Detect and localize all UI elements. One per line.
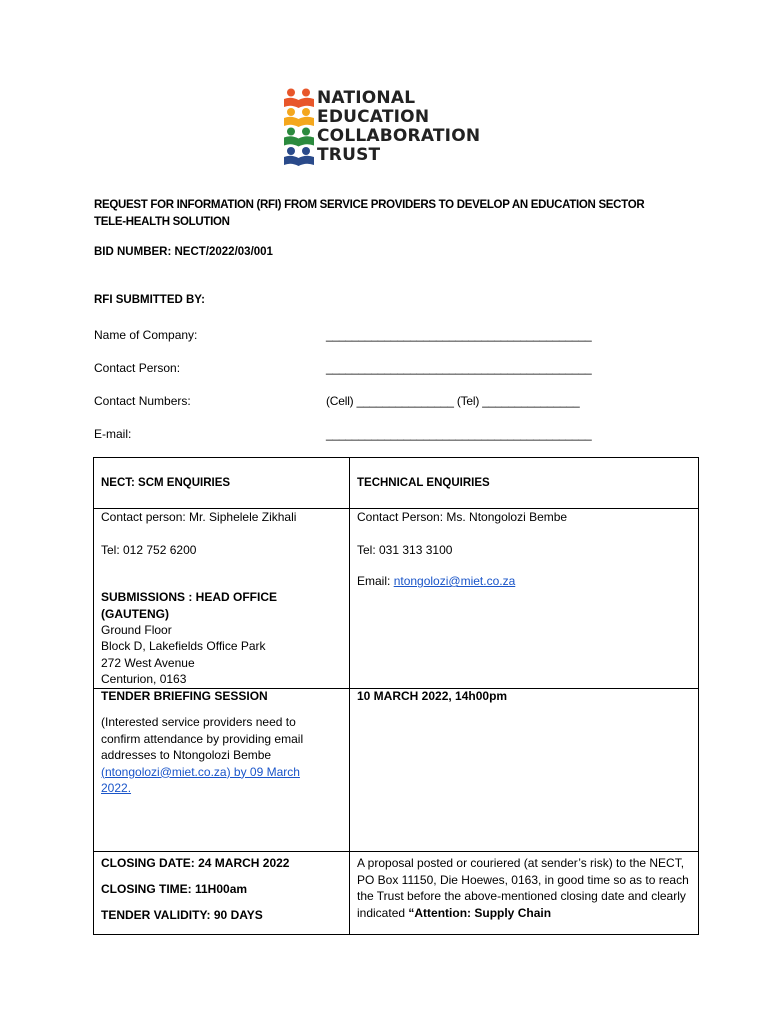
logo-wordmark xyxy=(317,89,480,165)
tech-telephone: Tel: 031 313 3100 xyxy=(357,543,453,557)
logo-line: COLLABORATION xyxy=(317,126,481,146)
rfi-submitted-by-heading: RFI SUBMITTED BY: xyxy=(94,294,205,306)
briefing-note xyxy=(101,714,331,797)
company-name-blank: _________________________________________ xyxy=(326,328,592,342)
contact-numbers-blank: (Cell) _______________ (Tel) _______________ xyxy=(326,394,580,408)
tender-validity: TENDER VALIDITY: 90 DAYS xyxy=(101,908,263,922)
scm-enquiries-header: NECT: SCM ENQUIRIES xyxy=(101,477,231,489)
enquiries-table xyxy=(93,457,699,935)
document-title: REQUEST FOR INFORMATION (RFI) FROM SERVICE PROVIDERS TO DEVELOP AN EDUCATION SECTOR TELE-HEALTH SOLUTION xyxy=(94,199,645,228)
tech-email-label: Email: xyxy=(357,574,394,588)
company-name-label: Name of Company: xyxy=(94,328,198,342)
technical-enquiries-header: TECHNICAL ENQUIRIES xyxy=(357,477,490,489)
briefing-session-heading: TENDER BRIEFING SESSION xyxy=(101,689,268,703)
table-divider xyxy=(349,458,350,934)
submissions-heading: SUBMISSIONS : HEAD OFFICE (GAUTENG) xyxy=(101,590,278,621)
logo-line: NATIONAL xyxy=(317,88,416,108)
closing-date: CLOSING DATE: 24 MARCH 2022 xyxy=(101,856,290,870)
proposal-attention: “Attention: Supply Chain xyxy=(408,905,552,920)
proposal-instructions xyxy=(357,855,691,929)
contact-person-label: Contact Person: xyxy=(94,361,181,375)
closing-time: CLOSING TIME: 11H00am xyxy=(101,882,248,896)
tech-email-link[interactable]: ntongolozi@miet.co.za xyxy=(393,574,516,588)
scm-contact-person: Contact person: Mr. Siphelele Zikhali xyxy=(101,510,297,524)
address-line: Centurion, 0163 xyxy=(101,672,187,686)
briefing-session-date: 10 MARCH 2022, 14h00pm xyxy=(357,689,508,703)
proposal-text: A proposal posted or couriered (at sender’s risk) to the NECT, PO Box 11150, Die Hoewes, 0163, in good time so as to reach the Trust before the above-mentioned closing date and clearly indicated xyxy=(357,856,689,920)
tech-contact-person: Contact Person: Ms. Ntongolozi Bembe xyxy=(357,510,568,524)
table-divider xyxy=(94,851,698,852)
briefing-note-text: (Interested service providers need to confirm attendance by providing email addresses to Ntongolozi Bembe xyxy=(101,715,304,762)
nect-logo xyxy=(283,88,493,166)
logo-figures-icon xyxy=(283,88,315,166)
briefing-email-link[interactable]: (ntongolozi@miet.co.za) by 09 March 2022. xyxy=(101,764,300,795)
bid-number: BID NUMBER: NECT/2022/03/001 xyxy=(94,246,273,258)
address-line: Block D, Lakefields Office Park xyxy=(101,639,266,653)
logo-line: EDUCATION xyxy=(317,107,430,127)
email-blank: _________________________________________ xyxy=(326,427,592,441)
logo-line: TRUST xyxy=(317,145,381,165)
email-label: E-mail: xyxy=(94,427,132,441)
address-line: Ground Floor xyxy=(101,623,172,637)
address-line: 272 West Avenue xyxy=(101,656,195,670)
tech-email xyxy=(357,573,515,590)
contact-person-blank: _________________________________________ xyxy=(326,361,592,375)
scm-telephone: Tel: 012 752 6200 xyxy=(101,543,197,557)
contact-numbers-label: Contact Numbers: xyxy=(94,394,191,408)
